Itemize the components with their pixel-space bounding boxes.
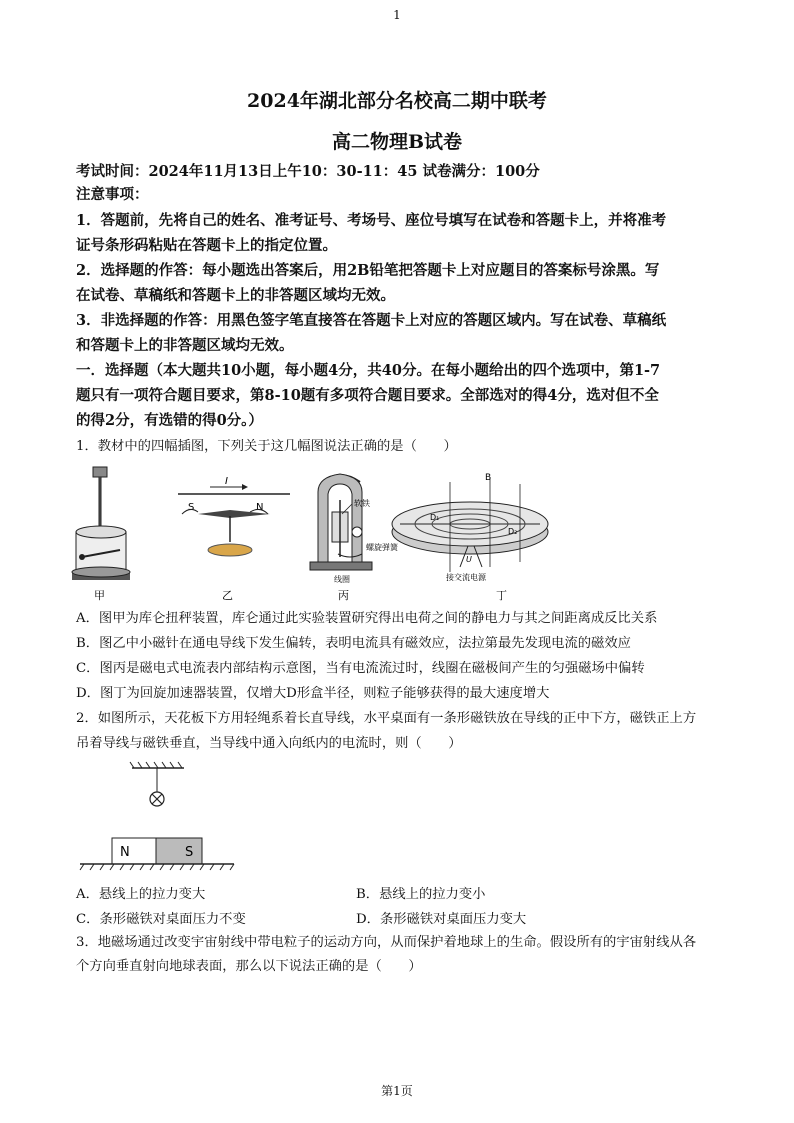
current-into-page-icon bbox=[150, 792, 164, 806]
spiral-spring-label: 螺旋弹簧 bbox=[366, 543, 398, 552]
voltage-u-label: U bbox=[466, 555, 472, 564]
q3-stem-line: 个方向垂直射向地球表面，那么以下说法正确的是（ ） bbox=[76, 959, 422, 974]
field-b-label: B bbox=[485, 473, 492, 483]
note-line: 3．非选择题的作答：用黑色签字笔直接答在答题卡上对应的答题区域内。写在试卷、草稿纸 bbox=[76, 312, 667, 329]
section-heading: 一．选择题（本大题共10小题，每小题4分，共40分。在每小题给出的四个选项中，第1-7 bbox=[76, 362, 661, 379]
galvanometer-figure bbox=[310, 474, 399, 584]
fig-label-jia: 甲 bbox=[94, 589, 105, 602]
note-line: 2．选择题的作答：每小题选出答案后，用2B铅笔把答题卡上对应题目的答案标号涂黑。写 bbox=[76, 262, 660, 279]
page-footer: 第1页 bbox=[381, 1084, 413, 1098]
q2-figure bbox=[70, 760, 250, 875]
q2-option-d: D．条形磁铁对桌面压力变大 bbox=[356, 912, 527, 927]
q1-figure bbox=[70, 462, 670, 602]
oersted-figure bbox=[178, 476, 290, 556]
fig-label-ding: 丁 bbox=[496, 589, 507, 602]
page-number-top: 1 bbox=[393, 8, 401, 22]
pole-n-label: N bbox=[256, 502, 264, 513]
ac-source-label: 接交流电源 bbox=[446, 573, 486, 582]
q1-option-d: D．图丁为回旋加速器装置，仅增大D形盒半径，则粒子能够获得的最大速度增大 bbox=[76, 686, 550, 701]
exam-info: 考试时间：2024年11月13日上午10：30-11：45 试卷满分：100分 bbox=[76, 163, 540, 180]
q3-stem-line: 3．地磁场通过改变宇宙射线中带电粒子的运动方向，从而保护着地球上的生命。假设所有的宇宙射线从各 bbox=[76, 935, 697, 950]
d2-label: D₂ bbox=[508, 527, 518, 536]
fig-label-yi: 乙 bbox=[222, 589, 233, 602]
q1-option-c: C．图丙是磁电式电流表内部结构示意图，当有电流流过时，线圈在磁极间产生的匀强磁场中偏转 bbox=[76, 661, 645, 676]
pole-s-label: S bbox=[188, 502, 195, 513]
q1-option-a: A．图甲为库仑扭秤装置，库仑通过此实验装置研究得出电荷之间的静电力与其之间距离成反比关系 bbox=[76, 611, 658, 626]
note-line: 1．答题前，先将自己的姓名、准考证号、考场号、座位号填写在试卷和答题卡上，并将准考 bbox=[76, 212, 667, 229]
cyclotron-figure bbox=[392, 473, 548, 582]
exam-title: 2024年湖北部分名校高二期中联考 bbox=[247, 90, 547, 112]
note-line: 证号条形码粘贴在答题卡上的指定位置。 bbox=[76, 237, 337, 254]
exam-subtitle: 高二物理B试卷 bbox=[331, 131, 463, 153]
magnet-n-label: N bbox=[120, 845, 130, 860]
note-line: 在试卷、草稿纸和答题卡上的非答题区域均无效。 bbox=[76, 287, 395, 304]
fig-label-bing: 丙 bbox=[338, 589, 349, 602]
q2-option-c: C．条形磁铁对桌面压力不变 bbox=[76, 912, 246, 927]
magnet-s-half bbox=[156, 838, 202, 864]
q2-option-a: A．悬线上的拉力变大 bbox=[76, 887, 206, 902]
q2-stem-line: 2．如图所示，天花板下方用轻绳系着长直导线，水平桌面有一条形磁铁放在导线的正中下方，磁铁正上方 bbox=[76, 711, 697, 726]
d1-label: D₁ bbox=[430, 513, 440, 522]
section-line: 题只有一项符合题目要求，第8-10题有多项符合题目要求。全部选对的得4分，选对但不全 bbox=[76, 387, 659, 404]
coil-label: 线圈 bbox=[334, 575, 350, 584]
torsion-balance-figure bbox=[72, 467, 130, 580]
magnet-n-half bbox=[112, 838, 156, 864]
notice-heading: 注意事项： bbox=[76, 186, 149, 203]
magnet-s-label: S bbox=[185, 845, 194, 860]
soft-iron-label: 软铁 bbox=[354, 499, 370, 508]
q1-option-b: B．图乙中小磁针在通电导线下发生偏转，表明电流具有磁效应，法拉第最先发现电流的磁效应 bbox=[76, 636, 631, 651]
q1-stem: 1．教材中的四幅插图，下列关于这几幅图说法正确的是（ ） bbox=[76, 439, 457, 454]
q2-stem-line: 吊着导线与磁铁垂直，当导线中通入向纸内的电流时，则（ ） bbox=[76, 736, 462, 751]
q2-option-b: B．悬线上的拉力变小 bbox=[356, 887, 486, 902]
note-line: 和答题卡上的非答题区域均无效。 bbox=[76, 337, 294, 354]
current-label: I bbox=[225, 476, 228, 487]
section-line: 的得2分，有选错的得0分。） bbox=[76, 412, 263, 429]
